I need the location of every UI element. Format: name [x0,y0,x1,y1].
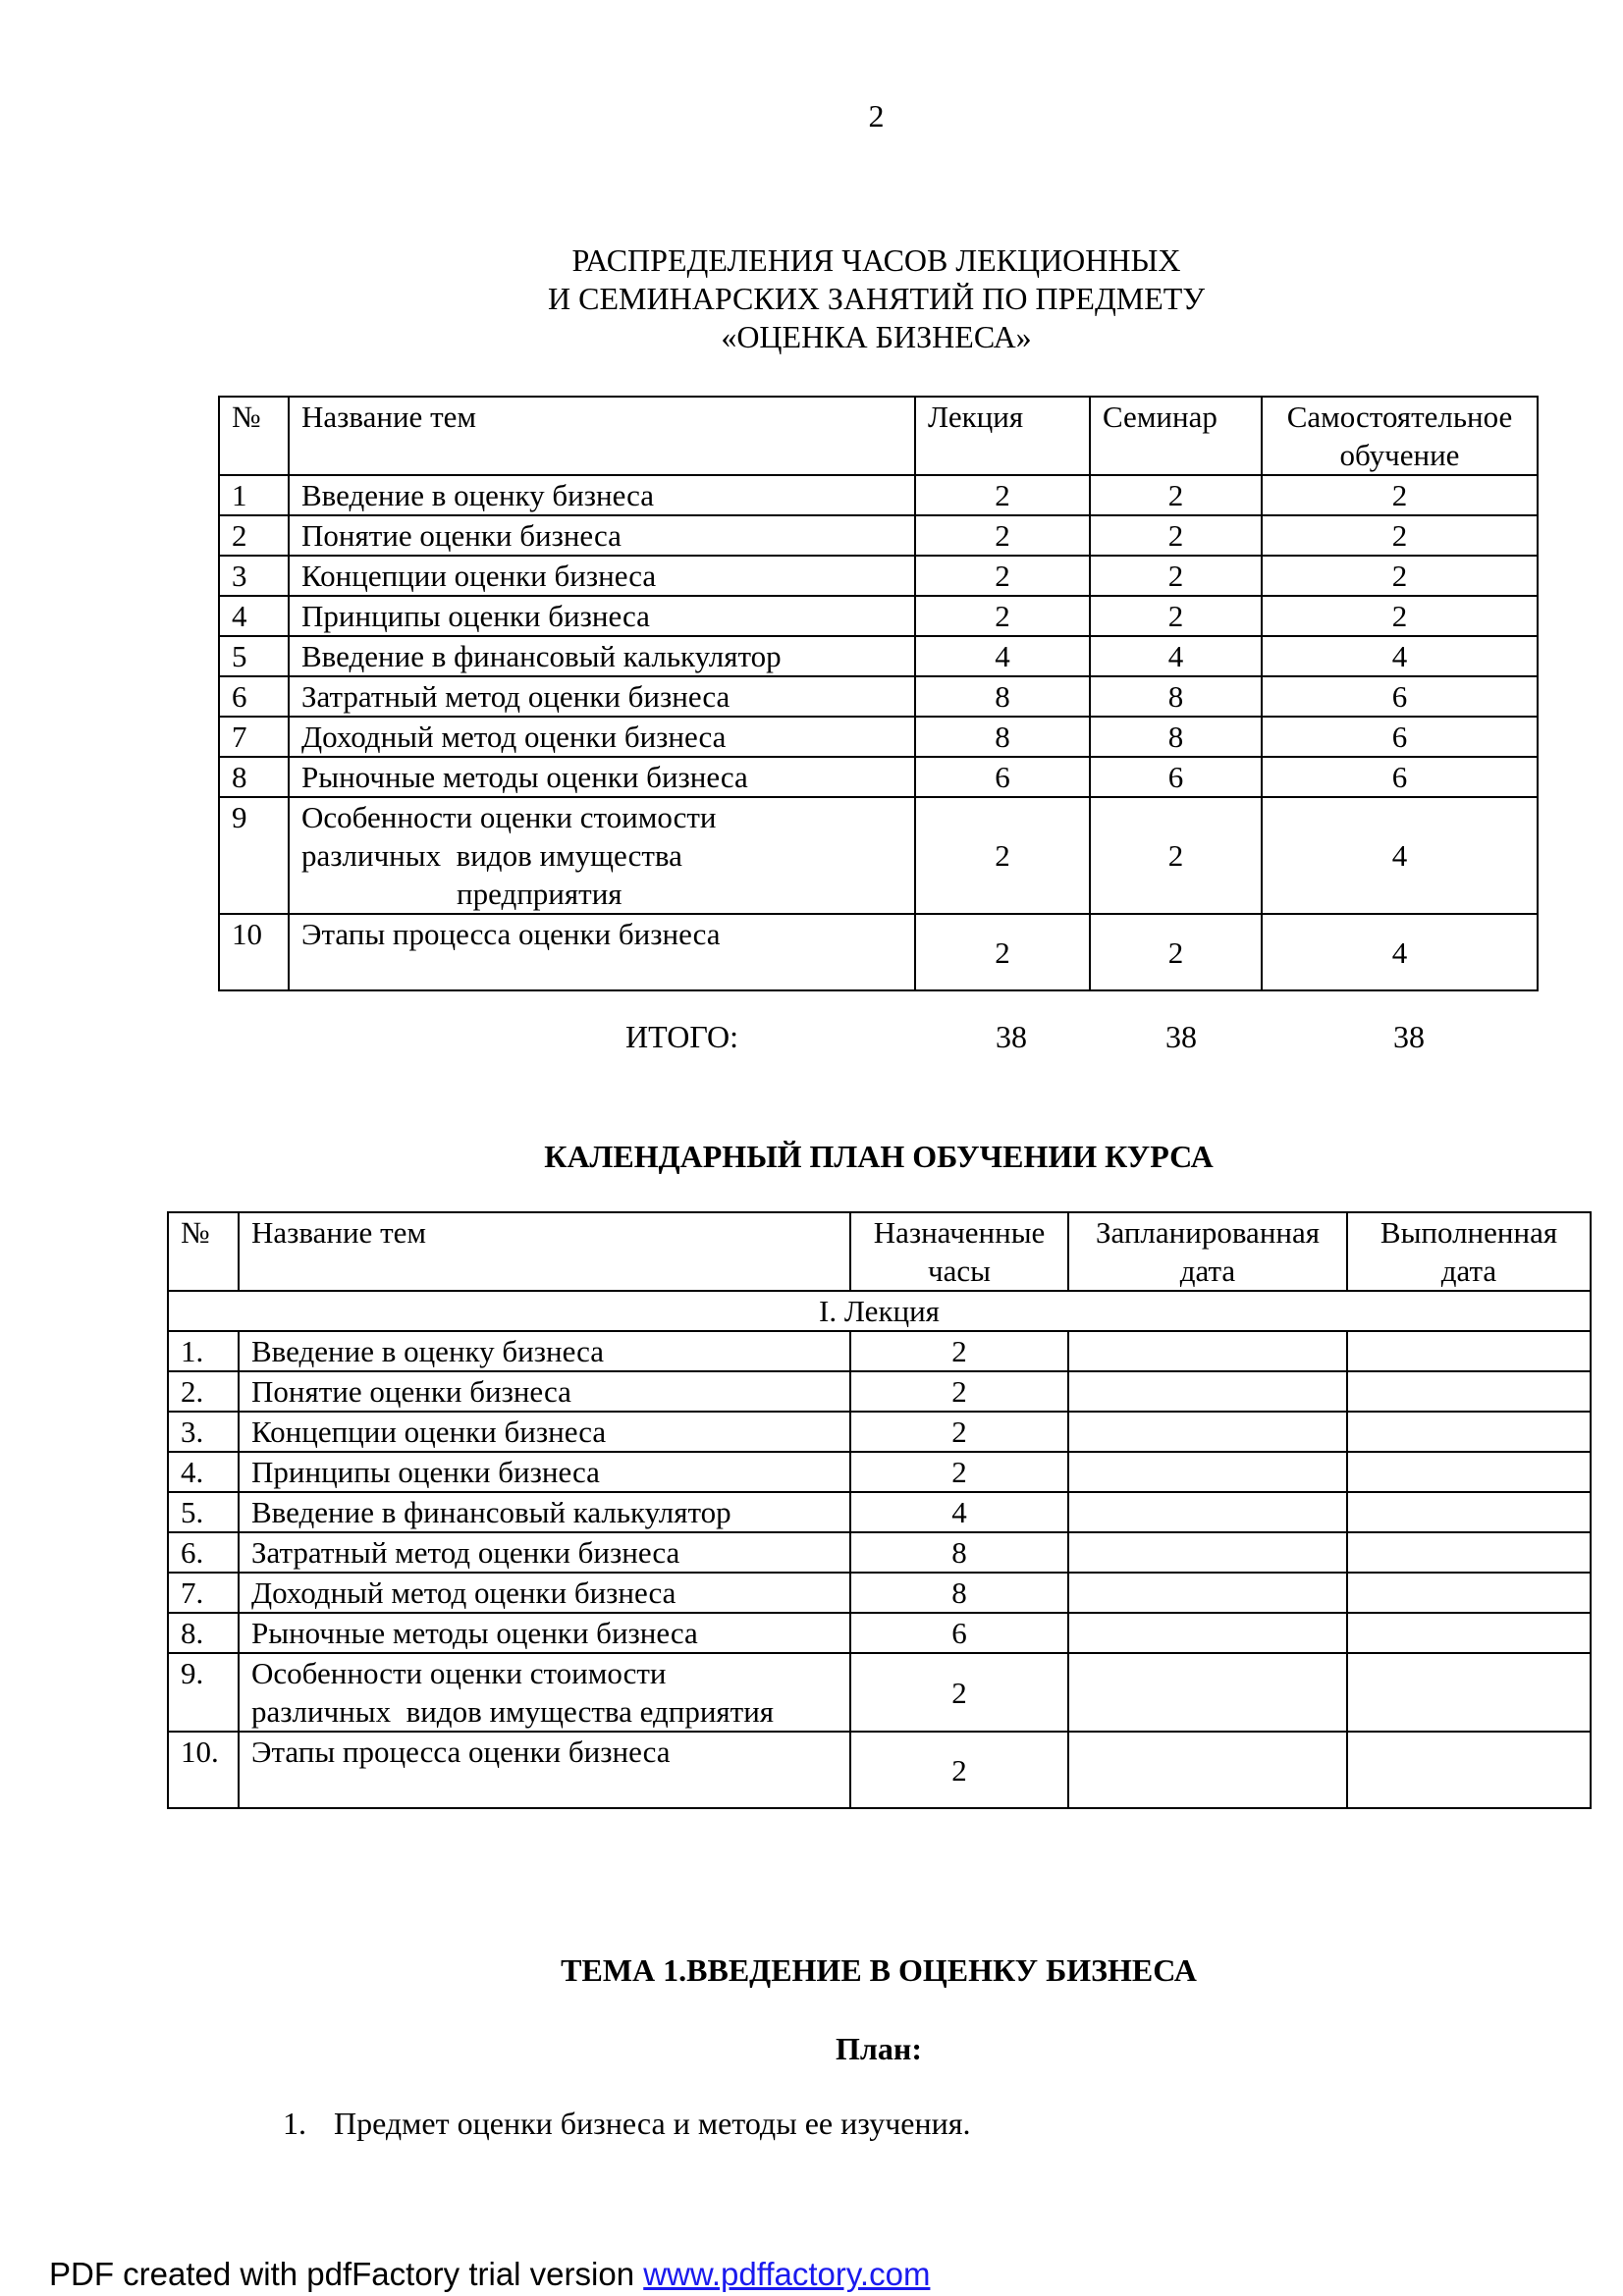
planned-date [1068,1613,1347,1653]
topic-name: Принципы оценки бизнеса [239,1452,850,1492]
lecture-hours: 8 [915,717,1090,757]
table-row [168,1653,1591,1732]
seminar-hours: 2 [1090,556,1262,596]
col-number-header: № [219,397,289,475]
calendar-plan-table [167,1211,1592,1809]
planned-date [1068,1732,1347,1808]
seminar-hours: 2 [1090,475,1262,515]
col-seminar-header: Семинар [1090,397,1262,475]
topic-name-line: Особенности оценки стоимости [251,1656,667,1690]
topic-name: Концепции оценки бизнеса [239,1412,850,1452]
planned-date [1068,1573,1347,1613]
topic-name: Введение в финансовый калькулятор [289,636,915,676]
topic-name: Затратный метод оценки бизнеса [289,676,915,717]
planned-date [1068,1653,1347,1732]
assigned-hours: 4 [850,1492,1068,1532]
self-study-hours: 2 [1262,556,1538,596]
table-row [168,1613,1591,1653]
assigned-hours: 2 [850,1452,1068,1492]
lecture-hours: 2 [915,556,1090,596]
topic-name: Введение в оценку бизнеса [289,475,915,515]
row-number: 3 [219,556,289,596]
row-number: 9. [168,1653,239,1732]
table-row [219,596,1538,636]
seminar-hours: 8 [1090,717,1262,757]
self-study-hours: 6 [1262,676,1538,717]
topic-name: Затратный метод оценки бизнеса [239,1532,850,1573]
assigned-hours: 2 [850,1732,1068,1808]
completed-date [1347,1452,1591,1492]
total-label: ИТОГО: [625,1019,739,1054]
section-label: I. Лекция [168,1291,1591,1331]
topic-name: Этапы процесса оценки бизнеса [239,1732,850,1808]
row-number: 1. [168,1331,239,1371]
row-number: 10 [219,914,289,990]
self-study-hours: 2 [1262,475,1538,515]
col-number-header: № [168,1212,239,1291]
assigned-hours: 2 [850,1371,1068,1412]
row-number: 2. [168,1371,239,1412]
completed-date [1347,1613,1591,1653]
completed-date [1347,1653,1591,1732]
col-self-study-header: Самостоятельное обучение [1262,397,1538,475]
seminar-hours: 2 [1090,596,1262,636]
topic-name: Этапы процесса оценки бизнеса [289,914,915,990]
table-row [168,1573,1591,1613]
topic-name: Рыночные методы оценки бизнеса [239,1613,850,1653]
hours-distribution-table [218,396,1539,991]
table-row [219,797,1538,914]
row-number: 8. [168,1613,239,1653]
title-line-1: РАСПРЕДЕЛЕНИЯ ЧАСОВ ЛЕКЦИОННЫХ [571,242,1181,278]
assigned-hours: 6 [850,1613,1068,1653]
topic-name: Принципы оценки бизнеса [289,596,915,636]
topic-title: ТЕМА 1.ВВЕДЕНИЕ В ОЦЕНКУ БИЗНЕСА [561,1952,1197,1988]
topic-name-line: Особенности оценки стоимости [301,800,717,834]
plan-label: План: [836,2031,922,2066]
row-number: 10. [168,1732,239,1808]
seminar-hours: 6 [1090,757,1262,797]
hours-table-title [0,241,1623,356]
topic-name: Доходный метод оценки бизнеса [289,717,915,757]
table-row [168,1371,1591,1412]
assigned-hours: 2 [850,1412,1068,1452]
lecture-hours: 6 [915,757,1090,797]
row-number: 4. [168,1452,239,1492]
completed-date [1347,1492,1591,1532]
self-study-hours: 2 [1262,596,1538,636]
pdf-footer [49,2256,930,2293]
row-number: 6. [168,1532,239,1573]
assigned-hours: 8 [850,1532,1068,1573]
table-row [168,1412,1591,1452]
table-row [168,1452,1591,1492]
col-lecture-header: Лекция [915,397,1090,475]
completed-date [1347,1532,1591,1573]
title-line-2: И СЕМИНАРСКИХ ЗАНЯТИЙ ПО ПРЕДМЕТУ [548,281,1205,316]
col-completed-date-header: Выполненная дата [1347,1212,1591,1291]
table-row [219,914,1538,990]
lecture-hours: 2 [915,475,1090,515]
topic-name-line: различных видов имущества [301,838,682,873]
topic-name: Введение в финансовый калькулятор [239,1492,850,1532]
page-number: 2 [868,98,885,133]
assigned-hours: 8 [850,1573,1068,1613]
table-row [219,556,1538,596]
row-number: 1 [219,475,289,515]
completed-date [1347,1371,1591,1412]
lecture-hours: 2 [915,914,1090,990]
row-number: 8 [219,757,289,797]
table-header-row [168,1212,1591,1291]
assigned-hours: 2 [850,1331,1068,1371]
completed-date [1347,1331,1591,1371]
assigned-hours: 2 [850,1653,1068,1732]
row-number: 7. [168,1573,239,1613]
table-row [219,636,1538,676]
planned-date [1068,1452,1347,1492]
table-row [219,515,1538,556]
topic-name: Доходный метод оценки бизнеса [239,1573,850,1613]
row-number: 3. [168,1412,239,1452]
lecture-hours: 8 [915,676,1090,717]
completed-date [1347,1732,1591,1808]
col-assigned-hours-header: Назначенные часы [850,1212,1068,1291]
table-header-row [219,397,1538,475]
table-row [219,676,1538,717]
planned-date [1068,1331,1347,1371]
lecture-hours: 2 [915,797,1090,914]
self-study-hours: 2 [1262,515,1538,556]
seminar-hours: 4 [1090,636,1262,676]
total-seminar: 38 [1165,1019,1197,1054]
seminar-hours: 8 [1090,676,1262,717]
row-number: 4 [219,596,289,636]
planned-date [1068,1371,1347,1412]
col-topic-header: Название тем [289,397,915,475]
row-number: 5 [219,636,289,676]
planned-date [1068,1492,1347,1532]
list-item [283,2106,970,2142]
seminar-hours: 2 [1090,914,1262,990]
table-row [168,1492,1591,1532]
self-study-hours: 4 [1262,914,1538,990]
total-self-study: 38 [1393,1019,1425,1054]
table-row [168,1331,1591,1371]
self-study-hours: 4 [1262,797,1538,914]
table-row [219,757,1538,797]
lecture-hours: 2 [915,515,1090,556]
topic-name-line: предприятия [457,877,622,911]
row-number: 2 [219,515,289,556]
footer-link[interactable]: www.pdffactory.com [643,2256,931,2292]
title-line-3: «ОЦЕНКА БИЗНЕСА» [721,319,1032,354]
topic-name [239,1653,850,1732]
section-row [168,1291,1591,1331]
total-lecture: 38 [996,1019,1027,1054]
lecture-hours: 4 [915,636,1090,676]
row-number: 9 [219,797,289,914]
lecture-hours: 2 [915,596,1090,636]
self-study-hours: 6 [1262,757,1538,797]
row-number: 6 [219,676,289,717]
completed-date [1347,1573,1591,1613]
col-topic-header: Название тем [239,1212,850,1291]
row-number: 7 [219,717,289,757]
row-number: 5. [168,1492,239,1532]
completed-date [1347,1412,1591,1452]
topic-name: Введение в оценку бизнеса [239,1331,850,1371]
footer-text: PDF created with pdfFactory trial version [49,2256,644,2292]
table-row [168,1532,1591,1573]
col-planned-date-header: Запланированная дата [1068,1212,1347,1291]
topic-name: Понятие оценки бизнеса [289,515,915,556]
table-row [219,475,1538,515]
calendar-plan-title: КАЛЕНДАРНЫЙ ПЛАН ОБУЧЕНИИ КУРСА [544,1139,1214,1174]
topic-name [289,797,915,914]
topic-name: Концепции оценки бизнеса [289,556,915,596]
planned-date [1068,1412,1347,1452]
topic-name: Рыночные методы оценки бизнеса [289,757,915,797]
seminar-hours: 2 [1090,797,1262,914]
topic-name-line: различных видов имущества едприятия [251,1694,775,1729]
self-study-hours: 6 [1262,717,1538,757]
list-item-text: Предмет оценки бизнеса и методы ее изучения. [334,2106,971,2141]
table-row [219,717,1538,757]
seminar-hours: 2 [1090,515,1262,556]
self-study-hours: 4 [1262,636,1538,676]
list-item-number: 1. [283,2106,306,2141]
planned-date [1068,1532,1347,1573]
table-row [168,1732,1591,1808]
topic-name: Понятие оценки бизнеса [239,1371,850,1412]
